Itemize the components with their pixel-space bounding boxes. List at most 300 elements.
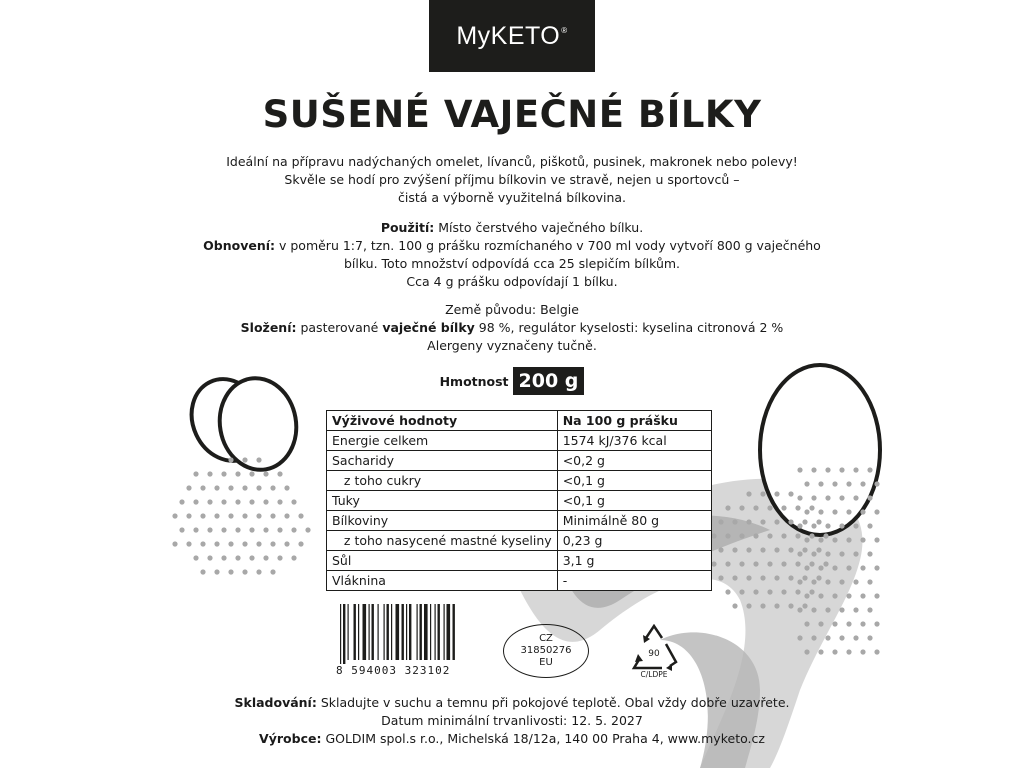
net-weight [0,367,1024,395]
decor-dot [860,481,865,486]
decor-dot [200,541,205,546]
nutrient-name: Bílkoviny [327,511,558,531]
decor-dot [186,513,191,518]
product-title: SUŠENÉ VAJEČNÉ BÍLKY [262,93,762,136]
decor-dot [839,607,844,612]
weight-value: 200 g [513,367,585,395]
nutrient-value: 0,23 g [557,531,711,551]
barcode-bar [420,604,422,660]
decor-dot [207,499,212,504]
decor-dot [788,519,793,524]
decor-dot [725,533,730,538]
decor-dot [228,569,233,574]
decor-dot [874,649,879,654]
usage-value: Místo čerstvého vaječného bílku. [434,220,644,235]
intro-text [0,153,1024,207]
decor-dot [818,537,823,542]
decor-dot [788,491,793,496]
decor-dot [214,513,219,518]
barcode [338,604,490,664]
barcode-bar [438,604,440,660]
decor-dot [774,575,779,580]
nutrition-header-name: Výživové hodnoty [327,411,558,431]
decor-dot [874,593,879,598]
decor-dot [832,509,837,514]
decor-dot [739,589,744,594]
decor-dot [811,635,816,640]
nutrient-name: z toho nasycené mastné kyseliny [327,531,558,551]
decor-dot [249,471,254,476]
decor-dot [825,607,830,612]
decor-dot [774,491,779,496]
barcode-bar [340,604,341,664]
decor-dot [767,589,772,594]
decor-dot [816,547,821,552]
decor-dot [795,561,800,566]
decor-dot [781,533,786,538]
decor-dot [277,499,282,504]
decor-dot [804,593,809,598]
decor-dot [284,541,289,546]
barcode-bar [363,604,367,660]
decor-dot [832,649,837,654]
decor-dot [221,527,226,532]
nutrition-row [327,571,712,591]
best-before: Datum minimální trvanlivosti: 12. 5. 2027 [381,713,643,728]
decor-dot [811,495,816,500]
decor-dot [732,547,737,552]
decor-dot [818,621,823,626]
decor-dot [802,519,807,524]
decor-dot [753,505,758,510]
decor-dot [277,527,282,532]
composition-part-a: pasterované [296,320,383,335]
decor-dot [853,579,858,584]
decor-dot [804,565,809,570]
decor-dot [298,513,303,518]
recycling-number: 90 [648,649,660,659]
intro-line-2: Skvěle se hodí pro zvýšení příjmu bílkovin ve stravě, nejen u sportovců – [284,172,740,187]
decor-dot [256,457,261,462]
decor-dot [846,565,851,570]
decor-dot [256,541,261,546]
decor-dot [228,541,233,546]
decor-dot [874,481,879,486]
decor-dot [291,555,296,560]
barcode-bar [447,604,451,660]
decor-dot [846,649,851,654]
decor-dot [760,603,765,608]
decor-dot [853,467,858,472]
decor-dot [746,491,751,496]
health-mark-country: CZ [539,633,553,644]
decor-dot [832,565,837,570]
decor-dot [867,607,872,612]
decor-dot [200,569,205,574]
decor-dot [760,519,765,524]
barcode-bar [444,604,445,660]
decor-dot [193,527,198,532]
decor-dot [867,635,872,640]
decor-dot [228,457,233,462]
decor-dot [711,561,716,566]
nutrient-name: z toho cukry [327,471,558,491]
reconstitution-line-3: Cca 4 g prášku odpovídají 1 bílku. [406,274,618,289]
nutrient-value: <0,2 g [557,451,711,471]
decor-dot [825,495,830,500]
nutrition-header-row [327,411,712,431]
decor-dot [284,485,289,490]
decor-dot [797,495,802,500]
decor-dot [788,575,793,580]
decor-dot [802,547,807,552]
decor-dot [853,607,858,612]
decor-dot [207,527,212,532]
decor-dot [179,527,184,532]
decor-dot [760,491,765,496]
decor-dot [839,635,844,640]
nutrition-row [327,531,712,551]
decor-dot [818,481,823,486]
decor-dot [825,579,830,584]
decor-dot [874,537,879,542]
decor-dot [732,575,737,580]
nutrient-value: - [557,571,711,591]
decor-dot [774,547,779,552]
decor-dot [774,603,779,608]
reconstitution-line-2: bílku. Toto množství odpovídá cca 25 slepičím bílkům. [343,256,681,271]
decor-dot [846,621,851,626]
decor-dot [867,551,872,556]
decor-dot [846,537,851,542]
barcode-bar [430,604,431,660]
barcode-bar [348,604,349,660]
decor-dot [291,499,296,504]
decor-dot [739,561,744,566]
barcode-bar [396,604,400,660]
decor-dot [797,551,802,556]
decor-dot [242,513,247,518]
brand-logo [429,0,595,72]
nutrient-value: <0,1 g [557,471,711,491]
decor-dot [732,603,737,608]
decor-dot [221,471,226,476]
decor-dot [725,561,730,566]
decor-dot [874,509,879,514]
decor-dot [193,471,198,476]
nutrition-row [327,551,712,571]
decor-dot [804,537,809,542]
decor-dot [816,519,821,524]
decor-dot [809,533,814,538]
barcode-bar [424,604,428,660]
decor-dot [795,505,800,510]
decor-dot [860,565,865,570]
decor-dot [867,495,872,500]
decor-dot [781,561,786,566]
decor-dot [718,575,723,580]
decor-dot [228,513,233,518]
decor-dot [172,541,177,546]
decor-dot [860,593,865,598]
decor-dot [263,471,268,476]
decor-dot [825,551,830,556]
decor-dot [746,547,751,552]
decor-dot [797,607,802,612]
decor-dot [235,471,240,476]
decor-dot [860,537,865,542]
decor-dot [746,519,751,524]
barcode-bar [402,604,404,660]
decor-dot [818,509,823,514]
nutrient-name: Energie celkem [327,431,558,451]
decor-dot [249,499,254,504]
decor-dot [853,523,858,528]
decor-dot [718,519,723,524]
usage-text [0,219,1024,291]
barcode-bar [343,604,345,664]
barcode-number: 8 594003 323102 [336,664,451,677]
intro-line-1: Ideální na přípravu nadýchaných omelet, lívanců, piškotů, pusinek, makronek nebo polevy! [226,154,798,169]
decor-dot [839,495,844,500]
decor-dot [179,499,184,504]
decor-dot [860,621,865,626]
barcode-bar [435,604,436,660]
decor-dot [795,533,800,538]
decor-dot [816,575,821,580]
decor-dot [214,485,219,490]
barcode-bar [417,604,418,660]
decor-dot [818,593,823,598]
nutrient-name: Vláknina [327,571,558,591]
decor-dot [811,607,816,612]
decor-dot [200,513,205,518]
decor-dot [832,621,837,626]
decor-dot [804,621,809,626]
decor-dot [242,457,247,462]
decor-dot [804,481,809,486]
barcode-bar [406,604,407,660]
decor-dot [725,505,730,510]
decor-dot [839,467,844,472]
footer-info [0,694,1024,748]
decor-dot [874,565,879,570]
decor-dot [277,471,282,476]
nutrient-value: Minimálně 80 g [557,511,711,531]
decor-dot [284,513,289,518]
decor-dot [249,527,254,532]
storage-text: Skladujte v suchu a temnu při pokojové teplotě. Obal vždy dobře uzavřete. [316,695,790,710]
decor-dot [753,589,758,594]
decor-dot [781,505,786,510]
decor-dot [711,533,716,538]
decor-dot [867,579,872,584]
decor-dot [802,575,807,580]
decor-dot [809,505,814,510]
barcode-bar [358,604,359,660]
country-of-origin: Země původu: Belgie [445,302,579,317]
decor-dot [249,555,254,560]
producer-label: Výrobce: [259,731,322,746]
decor-dot [207,555,212,560]
decor-dot [860,649,865,654]
barcode-bar [372,604,374,660]
decor-dot [193,555,198,560]
decor-dot [853,635,858,640]
decor-dot [739,505,744,510]
decor-dot [874,621,879,626]
decor-dot [832,537,837,542]
decor-dot [753,561,758,566]
decor-dot [823,533,828,538]
decor-dot [242,541,247,546]
nutrition-row [327,471,712,491]
allergen-note: Alergeny vyznačeny tučně. [427,338,597,353]
decor-dot [186,485,191,490]
decor-dot [256,485,261,490]
decor-dot [797,523,802,528]
storage-label: Skladování: [234,695,317,710]
reconstitution-label: Obnovení: [203,238,276,253]
decor-dot [809,561,814,566]
decor-dot [825,523,830,528]
nutrition-row [327,431,712,451]
decor-dot [270,485,275,490]
composition-text [0,301,1024,355]
decor-dot [811,523,816,528]
decor-dot [718,547,723,552]
decor-dot [818,649,823,654]
decor-dot [853,551,858,556]
nutrition-row [327,511,712,531]
nutrition-row [327,451,712,471]
decor-dot [795,589,800,594]
decor-dot [825,467,830,472]
decor-dot [760,547,765,552]
decor-dot [846,481,851,486]
decor-dot [214,541,219,546]
decor-dot [767,561,772,566]
decor-dot [235,555,240,560]
decor-dot [867,523,872,528]
nutrient-name: Sacharidy [327,451,558,471]
decor-dot [788,547,793,552]
decor-dot [804,649,809,654]
decor-dot [235,499,240,504]
barcode-bar [384,604,385,660]
decor-dot [739,533,744,538]
decor-dot [797,467,802,472]
nutrition-row [327,491,712,511]
decor-dot [802,603,807,608]
decor-dot [242,569,247,574]
nutrient-value: 3,1 g [557,551,711,571]
intro-line-3: čistá a výborně využitelná bílkovina. [397,190,627,205]
decor-dot [263,555,268,560]
composition-label: Složení: [240,320,297,335]
decor-dot [732,519,737,524]
nutrient-value: 1574 kJ/376 kcal [557,431,711,451]
decor-dot [221,555,226,560]
decor-dot [291,527,296,532]
decor-dot [270,569,275,574]
decor-dot [298,541,303,546]
weight-label: Hmotnost [439,373,509,389]
decor-dot [746,603,751,608]
decor-dot [832,481,837,486]
decor-dot [839,579,844,584]
decor-dot [172,513,177,518]
decor-dot [221,499,226,504]
decor-dot [846,509,851,514]
decor-dot [811,467,816,472]
decor-dot [228,485,233,490]
decor-dot [818,565,823,570]
decor-dot [200,485,205,490]
usage-label: Použití: [380,220,435,235]
nutrient-name: Tuky [327,491,558,511]
decor-dot [797,635,802,640]
decor-dot [781,589,786,594]
barcode-bar [391,604,392,660]
decor-dot [811,579,816,584]
decor-dot [860,509,865,514]
nutrient-value: <0,1 g [557,491,711,511]
producer-text: GOLDIM spol.s r.o., Michelská 18/12a, 140 00 Praha 4, www.myketo.cz [321,731,765,746]
nutrient-name: Sůl [327,551,558,571]
decor-dot [725,589,730,594]
decor-dot [186,541,191,546]
barcode-bar [387,604,389,660]
allergen-text: vaječné bílky [382,320,475,335]
decor-dot [825,635,830,640]
decor-dot [823,561,828,566]
decor-dot [214,569,219,574]
decor-dot [811,551,816,556]
decor-dot [207,471,212,476]
decor-dot [270,513,275,518]
decor-dot [746,575,751,580]
decor-dot [305,527,310,532]
barcode-bar [409,604,411,660]
barcode-bar [369,604,370,660]
decor-dot [839,551,844,556]
decor-dot [242,485,247,490]
decor-dot [797,579,802,584]
composition-part-b: 98 %, regulátor kyselosti: kyselina citronová 2 % [474,320,784,335]
reconstitution-value: v poměru 1:7, tzn. 100 g prášku rozmíchaného v 700 ml vody vytvoří 800 g vaječného [275,238,821,253]
recycling-code: C/LDPE [640,670,668,679]
decor-dot [270,541,275,546]
decor-dot [788,603,793,608]
nutrition-table [326,410,712,591]
decor-dot [256,569,261,574]
decor-dot [235,527,240,532]
decor-dot [256,513,261,518]
decor-dot [263,527,268,532]
decor-dot [277,555,282,560]
health-mark-region: EU [539,657,553,668]
decor-dot [846,593,851,598]
decor-dot [767,533,772,538]
registered-mark: ® [561,25,568,35]
barcode-bar [378,604,379,660]
health-mark [503,624,589,678]
decor-dot [853,495,858,500]
decor-dot [767,505,772,510]
decor-dot [809,589,814,594]
decor-dot [193,499,198,504]
